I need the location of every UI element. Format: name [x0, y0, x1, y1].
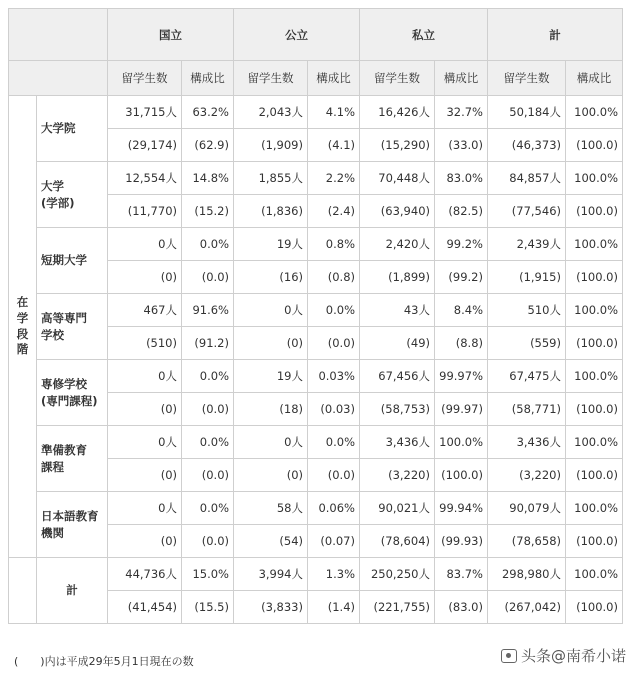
ratio-cell: 0.0%: [182, 360, 234, 393]
count-cell: 67,475人: [488, 360, 566, 393]
ratio-cell: (4.1): [308, 129, 360, 162]
count-cell: 70,448人: [360, 162, 435, 195]
table-row: [9, 426, 623, 459]
header-total: 計: [488, 9, 623, 61]
header-private: 私立: [360, 9, 488, 61]
header-count: 留学生数: [360, 61, 435, 96]
ratio-cell: (99.97): [435, 393, 488, 426]
table-row: [9, 228, 623, 261]
count-cell: 2,420人: [360, 228, 435, 261]
count-cell: (16): [234, 261, 308, 294]
count-cell: (3,220): [488, 459, 566, 492]
count-cell: 12,554人: [108, 162, 182, 195]
ratio-cell: 0.0%: [182, 426, 234, 459]
ratio-cell: (91.2): [182, 327, 234, 360]
count-cell: (0): [108, 459, 182, 492]
count-cell: (77,546): [488, 195, 566, 228]
row-label: 日本語教育 機関: [37, 492, 108, 558]
count-cell: (0): [234, 459, 308, 492]
ratio-cell: (33.0): [435, 129, 488, 162]
ratio-cell: 99.2%: [435, 228, 488, 261]
count-cell: (3,220): [360, 459, 435, 492]
count-cell: (3,833): [234, 591, 308, 624]
table-row: [9, 162, 623, 195]
ratio-cell: 99.97%: [435, 360, 488, 393]
count-cell: (0): [108, 525, 182, 558]
count-cell: (11,770): [108, 195, 182, 228]
count-cell: 44,736人: [108, 558, 182, 591]
count-cell: (0): [234, 327, 308, 360]
count-cell: (78,604): [360, 525, 435, 558]
table-row: [9, 294, 623, 327]
group-label-text: 在学段階: [16, 295, 29, 357]
count-cell: (15,290): [360, 129, 435, 162]
ratio-cell: 4.1%: [308, 96, 360, 129]
ratio-cell: 100.0%: [435, 426, 488, 459]
count-cell: 0人: [108, 492, 182, 525]
ratio-cell: (100.0): [566, 525, 623, 558]
count-cell: (0): [108, 261, 182, 294]
header-count: 留学生数: [234, 61, 308, 96]
count-cell: (510): [108, 327, 182, 360]
count-cell: (46,373): [488, 129, 566, 162]
header-ratio: 構成比: [308, 61, 360, 96]
ratio-cell: (82.5): [435, 195, 488, 228]
ratio-cell: (8.8): [435, 327, 488, 360]
ratio-cell: 100.0%: [566, 162, 623, 195]
count-cell: 19人: [234, 228, 308, 261]
ratio-cell: 100.0%: [566, 360, 623, 393]
ratio-cell: 100.0%: [566, 492, 623, 525]
table-row: [9, 360, 623, 393]
ratio-cell: (83.0): [435, 591, 488, 624]
ratio-cell: (100.0): [566, 327, 623, 360]
ratio-cell: (0.0): [182, 261, 234, 294]
table-row: [9, 96, 623, 129]
ratio-cell: 14.8%: [182, 162, 234, 195]
count-cell: (63,940): [360, 195, 435, 228]
count-cell: (54): [234, 525, 308, 558]
ratio-cell: (99.93): [435, 525, 488, 558]
ratio-cell: 0.0%: [182, 492, 234, 525]
ratio-cell: (99.2): [435, 261, 488, 294]
count-cell: 16,426人: [360, 96, 435, 129]
ratio-cell: 100.0%: [566, 228, 623, 261]
total-label: 計: [37, 558, 108, 624]
camera-icon: [501, 649, 517, 663]
count-cell: (41,454): [108, 591, 182, 624]
ratio-cell: (0.0): [182, 525, 234, 558]
count-cell: 90,079人: [488, 492, 566, 525]
ratio-cell: 1.3%: [308, 558, 360, 591]
count-cell: 0人: [234, 294, 308, 327]
ratio-cell: (100.0): [435, 459, 488, 492]
header-count: 留学生数: [488, 61, 566, 96]
footnote: ( )内は平成29年5月1日現在の数: [14, 655, 194, 668]
header-row-sub: [9, 61, 623, 96]
ratio-cell: (0.0): [182, 393, 234, 426]
count-cell: 1,855人: [234, 162, 308, 195]
count-cell: 298,980人: [488, 558, 566, 591]
ratio-cell: (0.0): [182, 459, 234, 492]
count-cell: 2,043人: [234, 96, 308, 129]
ratio-cell: 2.2%: [308, 162, 360, 195]
count-cell: (58,771): [488, 393, 566, 426]
header-ratio: 構成比: [182, 61, 234, 96]
count-cell: 510人: [488, 294, 566, 327]
ratio-cell: 0.8%: [308, 228, 360, 261]
count-cell: (267,042): [488, 591, 566, 624]
row-label: 短期大学: [37, 228, 108, 294]
ratio-cell: 0.0%: [308, 294, 360, 327]
watermark-text: 头条@南希小诺: [520, 647, 626, 665]
table-body: [9, 96, 623, 624]
ratio-cell: 100.0%: [566, 294, 623, 327]
ratio-cell: 32.7%: [435, 96, 488, 129]
ratio-cell: 100.0%: [566, 96, 623, 129]
row-label: 高等専門 学校: [37, 294, 108, 360]
table-row: [9, 492, 623, 525]
header-public: 公立: [234, 9, 360, 61]
group-label: [9, 96, 37, 558]
ratio-cell: (0.0): [308, 459, 360, 492]
ratio-cell: 63.2%: [182, 96, 234, 129]
count-cell: 90,021人: [360, 492, 435, 525]
student-stats-table: [8, 8, 623, 624]
ratio-cell: 100.0%: [566, 558, 623, 591]
count-cell: (0): [108, 393, 182, 426]
count-cell: 0人: [108, 426, 182, 459]
ratio-cell: (1.4): [308, 591, 360, 624]
total-spacer: [9, 558, 37, 624]
count-cell: 2,439人: [488, 228, 566, 261]
count-cell: (1,909): [234, 129, 308, 162]
row-label: 大学 (学部): [37, 162, 108, 228]
ratio-cell: (100.0): [566, 591, 623, 624]
count-cell: (78,658): [488, 525, 566, 558]
ratio-cell: (0.03): [308, 393, 360, 426]
count-cell: (58,753): [360, 393, 435, 426]
header-count: 留学生数: [108, 61, 182, 96]
row-label: 準備教育 課程: [37, 426, 108, 492]
ratio-cell: 0.0%: [182, 228, 234, 261]
count-cell: (29,174): [108, 129, 182, 162]
ratio-cell: (100.0): [566, 129, 623, 162]
count-cell: 0人: [234, 426, 308, 459]
header-national: 国立: [108, 9, 234, 61]
ratio-cell: (100.0): [566, 261, 623, 294]
ratio-cell: 99.94%: [435, 492, 488, 525]
header-ratio: 構成比: [435, 61, 488, 96]
ratio-cell: (2.4): [308, 195, 360, 228]
count-cell: 43人: [360, 294, 435, 327]
ratio-cell: 0.03%: [308, 360, 360, 393]
ratio-cell: 15.0%: [182, 558, 234, 591]
count-cell: 0人: [108, 228, 182, 261]
count-cell: (1,915): [488, 261, 566, 294]
count-cell: 50,184人: [488, 96, 566, 129]
row-label: 大学院: [37, 96, 108, 162]
row-label: 専修学校 (専門課程): [37, 360, 108, 426]
ratio-cell: (100.0): [566, 459, 623, 492]
count-cell: 3,994人: [234, 558, 308, 591]
ratio-cell: (0.8): [308, 261, 360, 294]
ratio-cell: (100.0): [566, 393, 623, 426]
count-cell: 3,436人: [488, 426, 566, 459]
count-cell: (18): [234, 393, 308, 426]
ratio-cell: 91.6%: [182, 294, 234, 327]
count-cell: 0人: [108, 360, 182, 393]
count-cell: (1,836): [234, 195, 308, 228]
count-cell: 19人: [234, 360, 308, 393]
ratio-cell: (0.0): [308, 327, 360, 360]
count-cell: 58人: [234, 492, 308, 525]
count-cell: 467人: [108, 294, 182, 327]
ratio-cell: 8.4%: [435, 294, 488, 327]
count-cell: 84,857人: [488, 162, 566, 195]
ratio-cell: 0.06%: [308, 492, 360, 525]
watermark: [501, 645, 626, 666]
count-cell: 3,436人: [360, 426, 435, 459]
ratio-cell: (62.9): [182, 129, 234, 162]
count-cell: 250,250人: [360, 558, 435, 591]
count-cell: 67,456人: [360, 360, 435, 393]
count-cell: (559): [488, 327, 566, 360]
ratio-cell: (100.0): [566, 195, 623, 228]
ratio-cell: (0.07): [308, 525, 360, 558]
header-ratio: 構成比: [566, 61, 623, 96]
header-row-groups: [9, 9, 623, 61]
count-cell: (221,755): [360, 591, 435, 624]
ratio-cell: 0.0%: [308, 426, 360, 459]
ratio-cell: 83.7%: [435, 558, 488, 591]
ratio-cell: (15.5): [182, 591, 234, 624]
count-cell: (49): [360, 327, 435, 360]
header-corner: [9, 9, 108, 61]
ratio-cell: 100.0%: [566, 426, 623, 459]
table-row: [9, 558, 623, 591]
ratio-cell: (15.2): [182, 195, 234, 228]
count-cell: 31,715人: [108, 96, 182, 129]
ratio-cell: 83.0%: [435, 162, 488, 195]
count-cell: (1,899): [360, 261, 435, 294]
header-corner-sub: [9, 61, 108, 96]
